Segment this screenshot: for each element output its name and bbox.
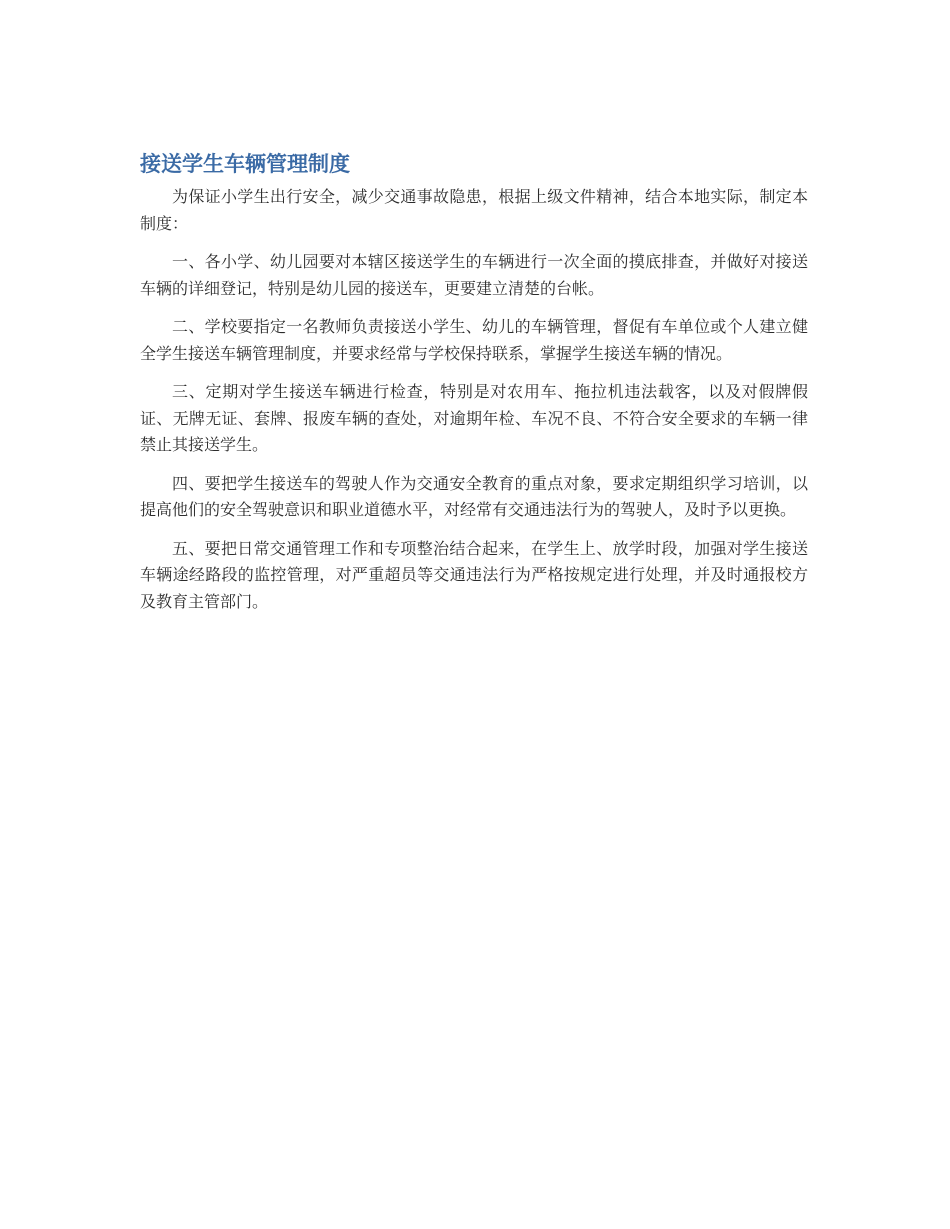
clause-4-paragraph: 四、要把学生接送车的驾驶人作为交通安全教育的重点对象，要求定期组织学习培训，以提高他们的安全驾驶意识和职业道德水平，对经常有交通违法行为的驾驶人，及时予以更换。 (140, 473, 808, 519)
clause-3-paragraph: 三、定期对学生接送车辆进行检查，特别是对农用车、拖拉机违法载客，以及对假牌假证、无牌无证、套牌、报废车辆的查处，对逾期年检、车况不良、不符合安全要求的车辆一律禁止其接送学生。 (140, 382, 808, 454)
intro-paragraph: 为保证小学生出行安全，减少交通事故隐患，根据上级文件精神，结合本地实际，制定本制度： (140, 187, 808, 233)
clause-1-paragraph: 一、各小学、幼儿园要对本辖区接送学生的车辆进行一次全面的摸底排查，并做好对接送车辆的详细登记，特别是幼儿园的接送车，更要建立清楚的台帐。 (140, 252, 808, 298)
clause-5-paragraph: 五、要把日常交通管理工作和专项整治结合起来，在学生上、放学时段，加强对学生接送车辆途经路段的监控管理，对严重超员等交通违法行为严格按规定进行处理，并及时通报校方及教育主管部门。 (140, 538, 808, 611)
clause-2-paragraph: 二、学校要指定一名教师负责接送小学生、幼儿的车辆管理，督促有车单位或个人建立健全学生接送车辆管理制度，并要求经常与学校保持联系，掌握学生接送车辆的情况。 (140, 317, 808, 363)
document-title: 接送学生车辆管理制度 (140, 152, 350, 176)
document-body (140, 148, 808, 627)
